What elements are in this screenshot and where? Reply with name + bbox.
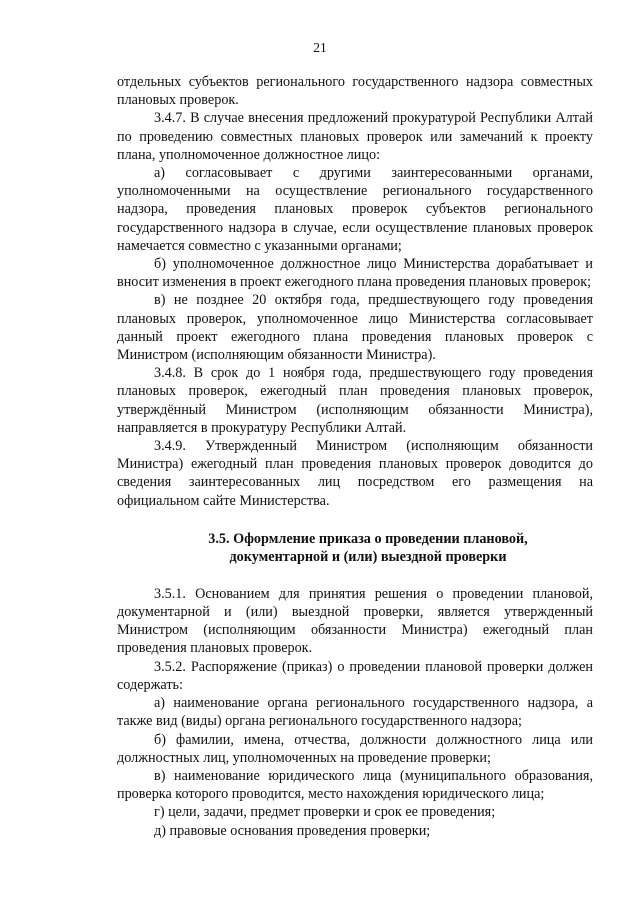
paragraph-3-5-2-v: в) наименование юридического лица (муниципального образования, проверка которого проводится, место нахождения юридического лица; [117, 767, 593, 803]
paragraph-3-5-2-a: а) наименование органа регионального государственного надзора, а также вид (виды) органа регионального государственного надзора; [117, 695, 593, 730]
paragraph-3-4-9: 3.4.9. Утвержденный Министром (исполняющим обязанности Министра) ежегодный план проведения плановых проверок доводится до сведения заинтересованных лиц посредством его размещения на официальном сайте Министерства. [117, 438, 593, 509]
paragraph-3-5-2-b: б) фамилии, имена, отчества, должности должностного лица или должностных лиц, уполномоченных на проведение проверки; [117, 731, 593, 766]
paragraph-3-4-7-v: в) не позднее 20 октября года, предшествующего году проведения плановых проверок, уполномоченное лицо Министерства согласовывает данный проект ежегодного плана проведения плановых проверок с Министром (исполняющим обязанности Министра). [117, 292, 593, 364]
paragraph-3-5-1: 3.5.1. Основанием для принятия решения о проведении плановой, документарной и (или) выездной проверки, является утвержденный Министром (исполняющим обязанности Министра) ежегодный план проведения плановых проверок. [117, 585, 593, 657]
document-body [117, 73, 593, 840]
section-heading-line-1: 3.5. Оформление приказа о проведении плановой, [208, 530, 528, 547]
section-heading-line-2: документарной и (или) выездной проверки [229, 549, 507, 566]
paragraph-3-5-2: 3.5.2. Распоряжение (приказ) о проведении плановой проверки должен содержать: [117, 658, 593, 693]
paragraph-3-4-7: 3.4.7. В случае внесения предложений прокуратурой Республики Алтай по проведению совместных плановых проверок или замечаний к проекту плана, уполномоченное должностное лицо: [117, 110, 593, 163]
page-number: 21 [313, 40, 327, 55]
section-heading-3-5 [117, 530, 593, 567]
paragraph-3-5-2-d: д) правовые основания проведения проверки; [154, 822, 431, 839]
paragraph-3-5-2-g: г) цели, задачи, предмет проверки и срок ее проведения; [154, 804, 496, 821]
paragraph-3-4-7-b: б) уполномоченное должностное лицо Министерства дорабатывает и вносит изменения в проект ежегодного плана проведения плановых проверок; [117, 256, 593, 291]
paragraph-3-4-7-a: а) согласовывает с другими заинтересованными органами, уполномоченными на осуществление регионального государственного надзора, проведения плановых проверок субъектов регионального государственного надзора в случае, если осуществление плановых проверок намечается совместно с указанными органами; [117, 165, 593, 254]
paragraph-continuation: отдельных субъектов регионального государственного надзора совместных плановых проверок. [117, 74, 593, 109]
paragraph-3-4-8: 3.4.8. В срок до 1 ноября года, предшествующего году проведения плановых проверок, ежегодный план проведения плановых проверок, утверждённый Министром (исполняющим обязанности Министра), направляется в прокуратуру Республики Алтай. [117, 365, 593, 436]
